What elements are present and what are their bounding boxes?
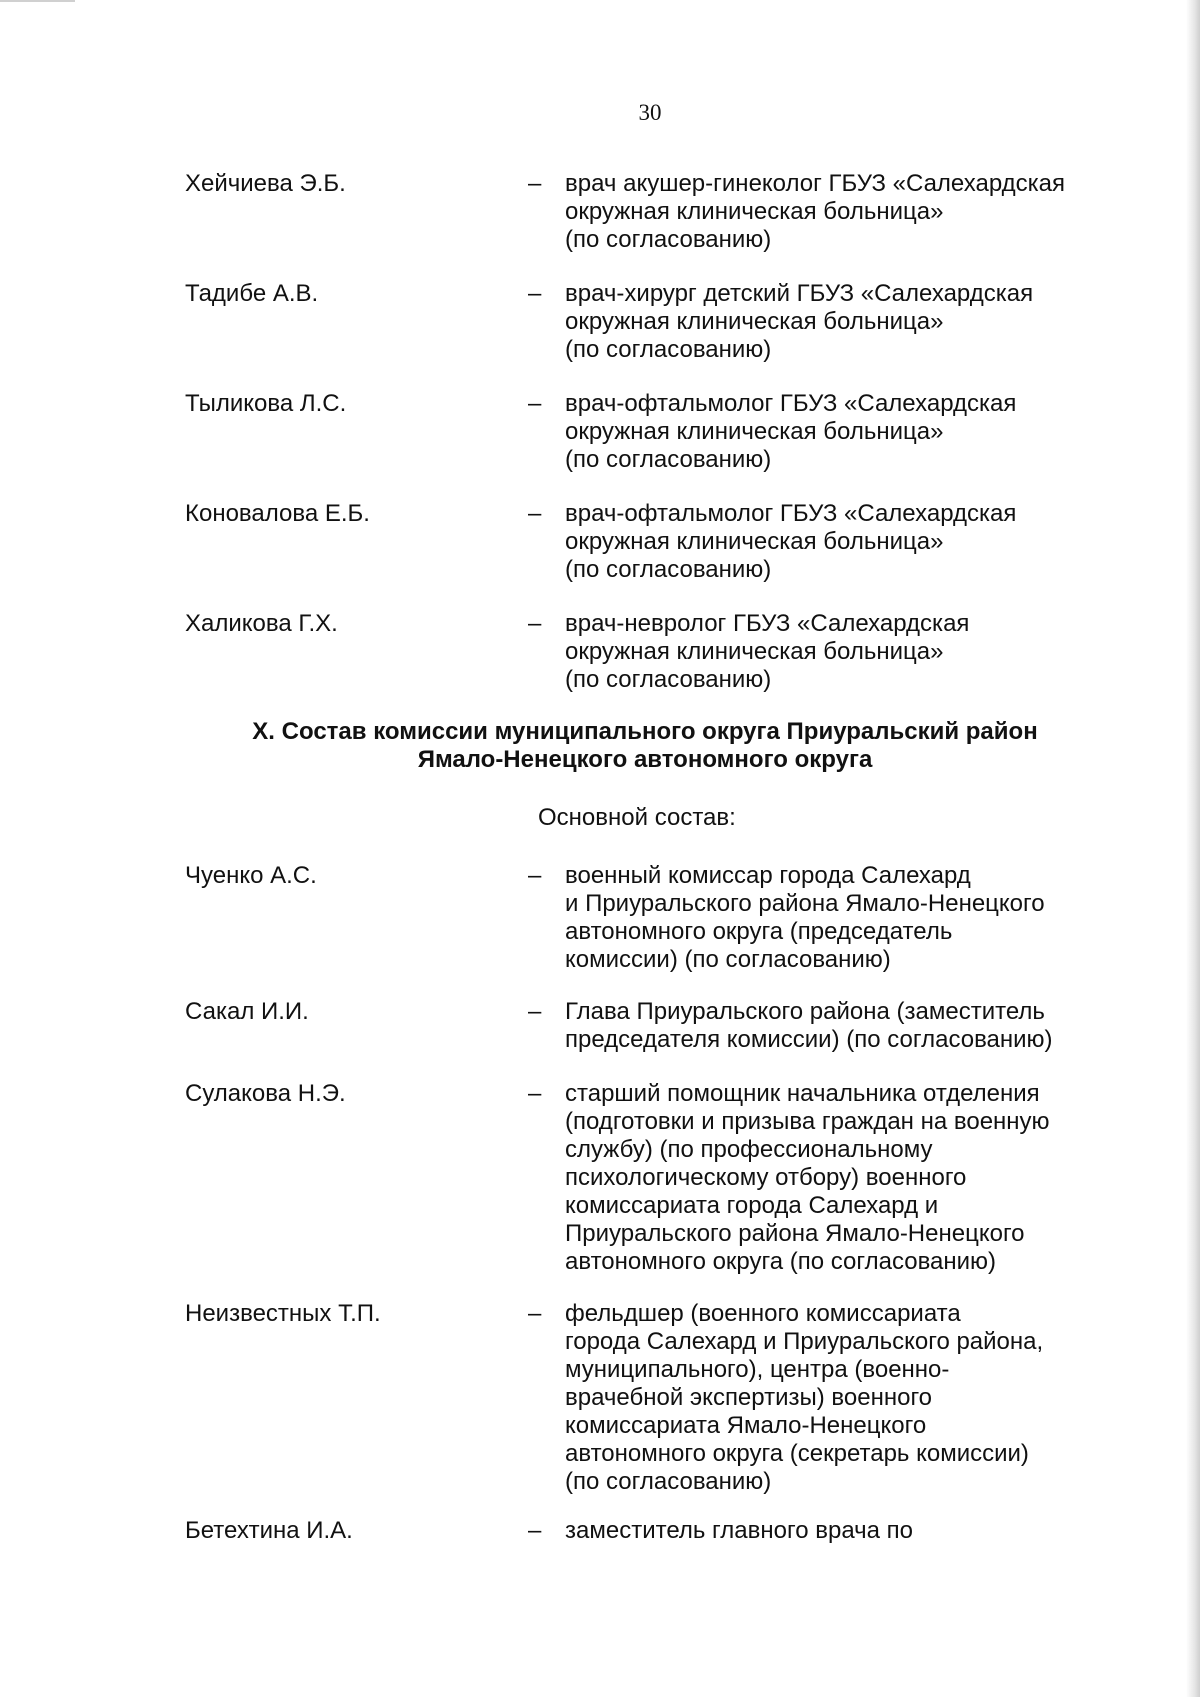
description-line: врач акушер-гинеколог ГБУЗ «Салехардская <box>565 170 1065 197</box>
description-line: комиссариата Ямало-Ненецкого <box>565 1412 927 1439</box>
section-heading <box>0 718 1200 774</box>
description-line: службу) (по профессиональному <box>565 1136 933 1163</box>
description-line: фельдшер (военного комиссариата <box>565 1300 961 1327</box>
member-description <box>565 1517 1125 1545</box>
description-line: окружная клиническая больница» <box>565 418 944 445</box>
dash-separator: – <box>528 1080 542 1107</box>
description-line: врач-невролог ГБУЗ «Салехардская <box>565 610 970 637</box>
description-line: военный комиссар города Салехард <box>565 862 971 889</box>
description-line: (по согласованию) <box>565 446 772 473</box>
dash-separator: – <box>528 998 542 1025</box>
description-line: Приуральского района Ямало-Ненецкого <box>565 1220 1025 1247</box>
subheading-main-composition: Основной состав: <box>538 804 736 831</box>
member-description <box>565 280 1125 364</box>
member-description <box>565 1080 1125 1276</box>
page-number: 30 <box>638 100 662 125</box>
description-line: муниципального), центра (военно- <box>565 1356 950 1383</box>
member-description <box>565 998 1125 1054</box>
member-name: Тыликова Л.С. <box>185 390 347 417</box>
description-line: председателя комиссии) (по согласованию) <box>565 1026 1053 1053</box>
member-description <box>565 610 1125 694</box>
description-line: автономного округа (секретарь комиссии) <box>565 1440 1029 1467</box>
dash-separator: – <box>528 1517 542 1544</box>
dash-separator: – <box>528 170 542 197</box>
description-line: (подготовки и призыва граждан на военную <box>565 1108 1050 1135</box>
description-line: города Салехард и Приуральского района, <box>565 1328 1044 1355</box>
description-line: (по согласованию) <box>565 336 772 363</box>
description-line: Глава Приуральского района (заместитель <box>565 998 1045 1025</box>
dash-separator: – <box>528 862 542 889</box>
dash-separator: – <box>528 280 542 307</box>
member-name: Хейчиева Э.Б. <box>185 170 346 197</box>
dash-separator: – <box>528 390 542 417</box>
member-description <box>565 390 1125 474</box>
description-line: комиссии) (по согласованию) <box>565 946 891 973</box>
section-heading-line: Ямало-Ненецкого автономного округа <box>417 746 873 773</box>
description-line: автономного округа (по согласованию) <box>565 1248 997 1275</box>
description-line: комиссариата города Салехард и <box>565 1192 939 1219</box>
description-line: (по согласованию) <box>565 1468 772 1495</box>
dash-separator: – <box>528 500 542 527</box>
dash-separator: – <box>528 1300 542 1327</box>
member-description <box>565 500 1125 584</box>
page-shadow <box>1186 0 1200 1697</box>
description-line: врач-офтальмолог ГБУЗ «Салехардская <box>565 390 1017 417</box>
section-heading-line: X. Состав комиссии муниципального округа Приуральский район <box>252 718 1038 745</box>
description-line: (по согласованию) <box>565 226 772 253</box>
member-description <box>565 1300 1125 1496</box>
description-line: автономного округа (председатель <box>565 918 953 945</box>
member-description <box>565 170 1125 254</box>
description-line: окружная клиническая больница» <box>565 638 944 665</box>
description-line: окружная клиническая больница» <box>565 198 944 225</box>
description-line: врачебной экспертизы) военного <box>565 1384 933 1411</box>
member-name: Чуенко А.С. <box>185 862 317 889</box>
description-line: окружная клиническая больница» <box>565 528 944 555</box>
description-line: старший помощник начальника отделения <box>565 1080 1040 1107</box>
scan-edge-mark <box>0 0 75 2</box>
description-line: психологическому отбору) военного <box>565 1164 967 1191</box>
member-name: Коновалова Е.Б. <box>185 500 370 527</box>
dash-separator: – <box>528 610 542 637</box>
description-line: заместитель главного врача по <box>565 1517 913 1544</box>
description-line: (по согласованию) <box>565 666 772 693</box>
description-line: (по согласованию) <box>565 556 772 583</box>
member-name: Сакал И.И. <box>185 998 309 1025</box>
member-name: Бетехтина И.А. <box>185 1517 353 1544</box>
member-name: Сулакова Н.Э. <box>185 1080 346 1107</box>
member-name: Неизвестных Т.П. <box>185 1300 381 1327</box>
description-line: окружная клиническая больница» <box>565 308 944 335</box>
description-line: и Приуральского района Ямало-Ненецкого <box>565 890 1045 917</box>
member-name: Халикова Г.Х. <box>185 610 338 637</box>
member-name: Тадибе А.В. <box>185 280 319 307</box>
member-description <box>565 862 1125 974</box>
description-line: врач-офтальмолог ГБУЗ «Салехардская <box>565 500 1017 527</box>
description-line: врач-хирург детский ГБУЗ «Салехардская <box>565 280 1034 307</box>
